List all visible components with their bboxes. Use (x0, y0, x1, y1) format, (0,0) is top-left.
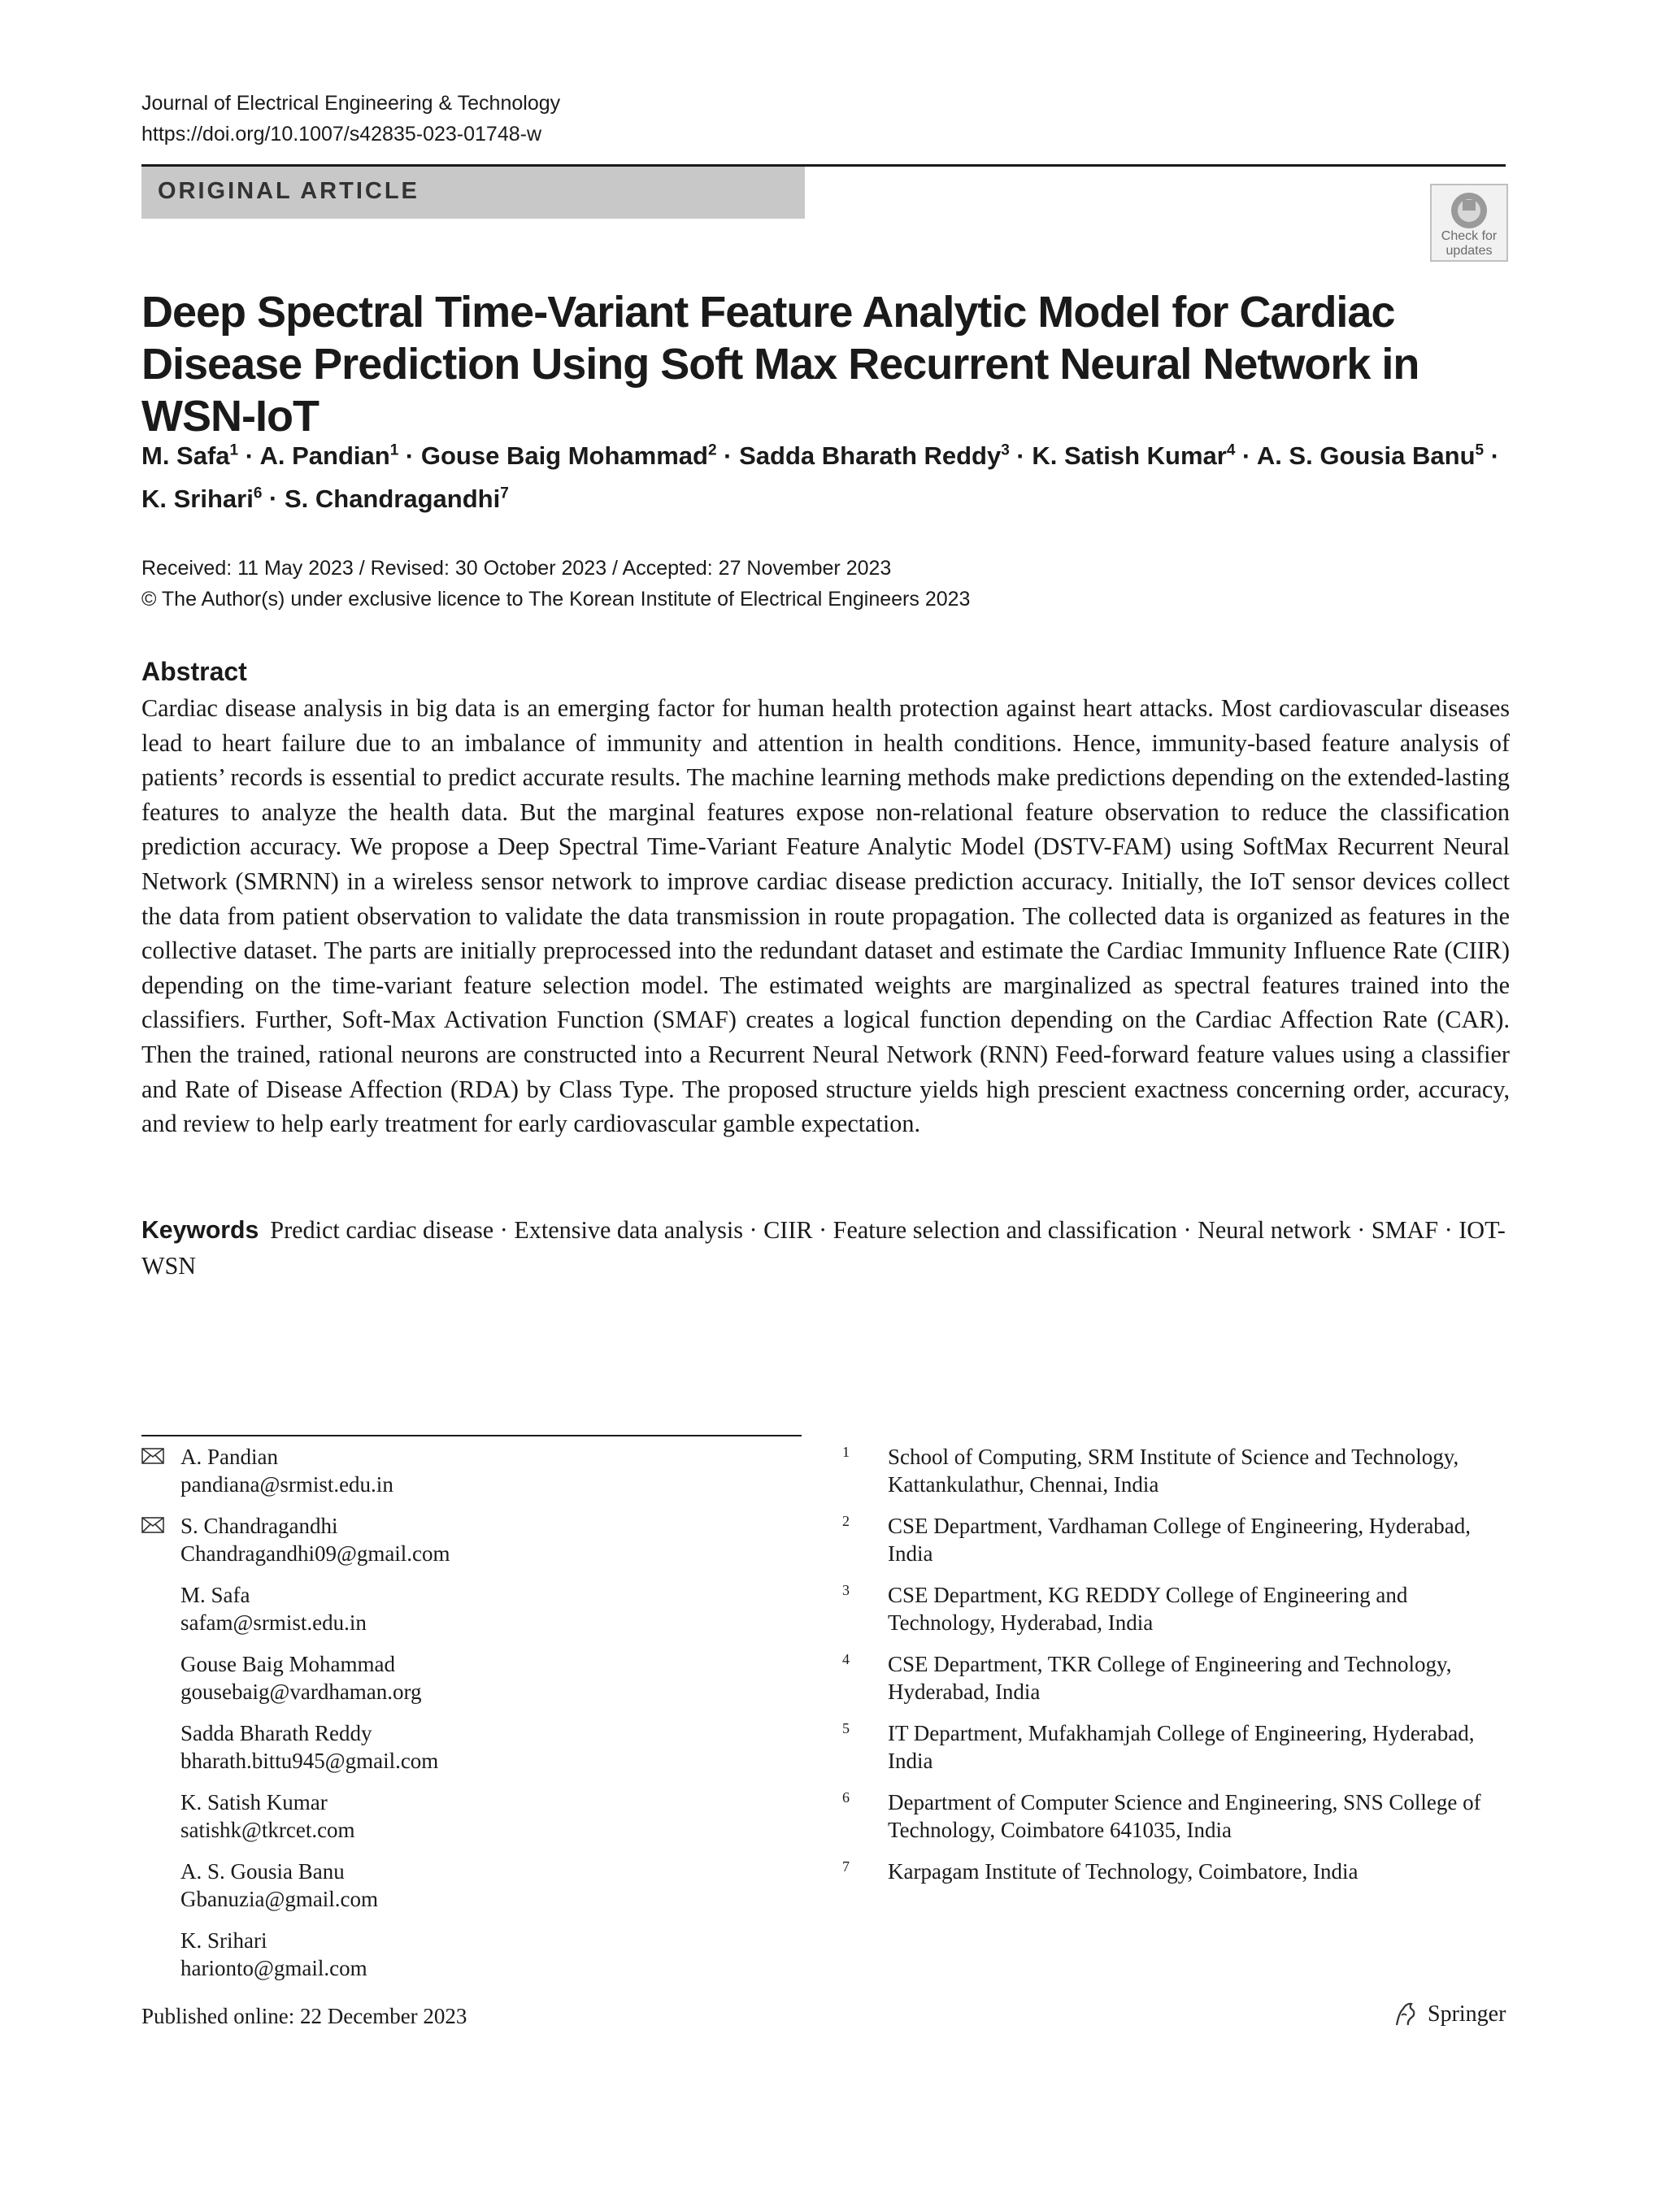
author-name (421, 441, 717, 470)
affiliation-entry (842, 1443, 1509, 1498)
contact-entry (141, 1927, 792, 1982)
author-separator: · (262, 484, 285, 513)
contact-email[interactable]: Chandragandhi09@gmail.com (180, 1541, 450, 1566)
contact-entry (141, 1719, 792, 1775)
affiliation-entry (842, 1512, 1509, 1567)
check-updates-icon (1449, 190, 1489, 231)
contact-entry (141, 1788, 792, 1844)
history-dates: Received: 11 May 2023 / Revised: 30 October 2023 / Accepted: 27 November 2023 (141, 557, 892, 580)
contact-entry (141, 1858, 792, 1913)
author-affiliation-mark: 1 (389, 442, 399, 459)
author-name (141, 441, 238, 470)
author-name-text: A. S. Gousia Banu (1256, 441, 1476, 471)
affiliation-number: 1 (842, 1444, 850, 1460)
check-updates-label: Check for updates (1441, 229, 1498, 258)
affiliation-number: 2 (842, 1513, 850, 1529)
author-affiliation-mark: 7 (500, 485, 509, 502)
contact-name: A. S. Gousia Banu (180, 1859, 345, 1884)
journal-name: Journal of Electrical Engineering & Technology (141, 92, 561, 115)
copyright: © The Author(s) under exclusive licence to The Korean Institute of Electrical Engineers 2023 (141, 588, 971, 611)
doi-link[interactable]: https://doi.org/10.1007/s42835-023-01748-w (141, 123, 542, 146)
author-name-text: Sadda Bharath Reddy (739, 441, 1002, 471)
author-affiliation-mark: 2 (707, 442, 717, 459)
abstract-heading: Abstract (141, 657, 247, 686)
affiliation-text: Department of Computer Science and Engineering, SNS College of Technology, Coimbatore 641035, India (888, 1790, 1481, 1842)
contact-email[interactable]: Gbanuzia@gmail.com (180, 1887, 379, 1911)
keywords-label: Keywords (141, 1217, 259, 1244)
affiliation-number: 5 (842, 1720, 850, 1736)
author-name-text: A. Pandian (259, 441, 390, 471)
contact-name: Gouse Baig Mohammad (180, 1652, 395, 1676)
footnote-rule (141, 1435, 802, 1436)
contact-entry (141, 1512, 792, 1567)
author-affiliation-mark: 3 (1001, 442, 1010, 459)
contact-email[interactable]: bharath.bittu945@gmail.com (180, 1749, 439, 1773)
contact-entry (141, 1650, 792, 1706)
author-name-text: Gouse Baig Mohammad (420, 441, 708, 471)
publisher-logo (1392, 2001, 1506, 2028)
affiliation-entry (842, 1581, 1509, 1636)
journal-header (141, 88, 560, 150)
affiliation-entry (842, 1719, 1509, 1775)
author-name (739, 441, 1010, 470)
affiliation-text: Karpagam Institute of Technology, Coimbatore, India (888, 1859, 1359, 1884)
affiliation-number: 4 (842, 1651, 850, 1667)
affiliation-number: 7 (842, 1858, 850, 1875)
author-name-text: S. Chandragandhi (284, 484, 501, 513)
springer-horse-icon (1392, 2001, 1419, 2028)
publisher-name: Springer (1428, 2001, 1506, 2027)
author-name (1257, 441, 1484, 470)
affiliation-entry (842, 1858, 1509, 1885)
contact-email[interactable]: safam@srmist.edu.in (180, 1610, 367, 1635)
author-name (260, 441, 399, 470)
author-name (285, 485, 509, 513)
contact-entry (141, 1443, 792, 1498)
contact-name: K. Srihari (180, 1928, 267, 1953)
published-online: Published online: 22 December 2023 (141, 2004, 467, 2028)
contact-email[interactable]: pandiana@srmist.edu.in (180, 1472, 393, 1497)
contact-entry (141, 1581, 792, 1636)
author-name-text: K. Srihari (141, 484, 254, 513)
contact-name: Sadda Bharath Reddy (180, 1721, 372, 1745)
contact-name: S. Chandragandhi (180, 1514, 338, 1538)
author-list (141, 432, 1515, 518)
affiliation-text: CSE Department, TKR College of Engineering and Technology, Hyderabad, India (888, 1652, 1452, 1704)
contact-email[interactable]: gousebaig@vardhaman.org (180, 1680, 422, 1704)
contact-name: M. Safa (180, 1583, 250, 1607)
author-name-text: K. Satish Kumar (1032, 441, 1227, 471)
author-affiliation-mark: 1 (229, 442, 239, 459)
envelope-icon (141, 1448, 164, 1464)
affiliation-text: CSE Department, Vardhaman College of Engineering, Hyderabad, India (888, 1514, 1472, 1566)
affiliation-text: CSE Department, KG REDDY College of Engineering and Technology, Hyderabad, India (888, 1583, 1408, 1635)
contact-name: K. Satish Kumar (180, 1790, 328, 1814)
affiliation-number: 3 (842, 1582, 850, 1598)
author-affiliation-mark: 6 (253, 485, 263, 502)
author-separator: · (1235, 441, 1257, 471)
author-name-text: M. Safa (141, 441, 230, 471)
contact-email[interactable]: satishk@tkrcet.com (180, 1818, 355, 1842)
author-separator: · (1484, 441, 1500, 471)
author-name (141, 485, 262, 513)
contact-email[interactable]: harionto@gmail.com (180, 1956, 367, 1980)
check-for-updates-badge[interactable] (1430, 184, 1508, 262)
keywords-text: Predict cardiac disease · Extensive data analysis · CIIR · Feature selection and classification · Neural network · SMAF · IOT-WSN (141, 1216, 1506, 1280)
author-separator: · (1009, 441, 1032, 471)
author-separator: · (398, 441, 421, 471)
author-separator: · (716, 441, 740, 471)
affiliation-entry (842, 1788, 1509, 1844)
envelope-icon (141, 1517, 164, 1533)
article-type-label: ORIGINAL ARTICLE (158, 178, 420, 204)
affiliation-number: 6 (842, 1789, 850, 1806)
author-separator: · (238, 441, 260, 471)
abstract-text: Cardiac disease analysis in big data is an emerging factor for human health protection against heart attacks. Most cardiovascular diseases lead to heart failure due to an imbalance of immunity and attention in health conditions. Hence, immunity-based feature analysis of patients’ records is essential to predict accurate results. The machine learning methods make predictions depending on the extended-lasting features to analyze the health data. But the marginal features expose non-relational feature observation to reduce the classification prediction accuracy. We propose a Deep Spectral Time-Variant Feature Analytic Model (DSTV-FAM) using SoftMax Recurrent Neural Network (SMRNN) in a wireless sensor network to improve cardiac disease prediction accuracy. Initially, the IoT sensor devices collect the data from patient observation to validate the data transmission in route propagation. The collected data is organized as features in the collective dataset. The parts are initially preprocessed into the redundant dataset and estimate the Cardiac Immunity Influence Rate (CIIR) depending on the time-variant feature selection model. The estimated weights are marginalized as spectral features trained into the classifiers. Further, Soft-Max Activation Function (SMAF) creates a logical function depending on the Cardiac Affection Rate (CAR). Then the trained, rational neurons are constructed into a Recurrent Neural Network (RNN) Feed-forward feature values using a classifier and Rate of Disease Affection (RDA) by Class Type. The proposed structure yields high prescient exactness concerning order, accuracy, and review to help early treatment for early cardiovascular gamble expectation. (141, 694, 1510, 1138)
author-affiliation-mark: 4 (1226, 442, 1236, 459)
keywords (141, 1213, 1510, 1283)
affiliation-text: IT Department, Mufakhamjah College of Engineering, Hyderabad, India (888, 1721, 1475, 1773)
author-name (1032, 441, 1235, 470)
paper-title: Deep Spectral Time-Variant Feature Analytic Model for Cardiac Disease Prediction Using Soft Max Recurrent Neural Network in WSN-IoT (141, 288, 1419, 441)
contact-name: A. Pandian (180, 1445, 278, 1469)
author-affiliation-mark: 5 (1475, 442, 1485, 459)
publication-dates (141, 553, 970, 615)
affiliation-entry (842, 1650, 1509, 1706)
affiliation-text: School of Computing, SRM Institute of Science and Technology, Kattankulathur, Chennai, India (888, 1445, 1459, 1497)
